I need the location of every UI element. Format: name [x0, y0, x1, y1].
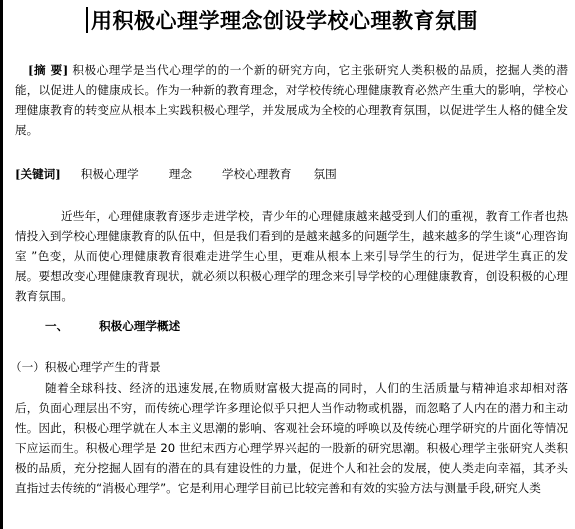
keyword-item: 学校心理教育: [221, 167, 292, 181]
document-title: 用积极心理学理念创设学校心理教育氛围: [91, 8, 478, 33]
abstract-text: 积极心理学是当代心理学的的一个新的研究方向，它主张研究人类积极的品质，挖掘人类的潜能，以促进人的健康成长。作为一种新的教育理念，对学校传统心理健康教育必然产生重大的影响，学校心理健康教育的转变应从根本上实践积极心理学，并发展成为全校的心理教育氛围，以促进学生人格的健全发展。: [15, 63, 568, 137]
abstract-tag: [摘 要]: [28, 63, 69, 77]
intro-text: 近些年，心理健康教育逐步走进学校，青少年的心理健康越来越受到人们的重视，教育工作者也热情投入到学校心理健康教育的队伍中，但是我们看到的是越来越多的问题学生，越来越多的学生谈“心理咨询室 ”色变，从而使心理健康教育很难走进学生心里，更难从根本上来引导学生的行为，促进学生真正的发展。要想改变心理健康教育现状，就必须以积极心理学的理念来引导学校的心理健康教育，创设积极的心理教育氛围。: [15, 209, 568, 303]
section-heading: [45, 318, 180, 334]
keyword-item: 积极心理学: [80, 167, 139, 181]
abstract-paragraph: [15, 60, 568, 140]
intro-paragraph: [15, 206, 568, 306]
page-left-border: [0, 0, 3, 529]
section-number: 一、: [45, 319, 69, 333]
subsection-heading: （一）积极心理学产生的背景: [10, 360, 161, 374]
text-cursor: [86, 7, 88, 33]
title-row: [86, 4, 478, 36]
section-title: 积极心理学概述: [99, 319, 181, 333]
keyword-item: 理念: [168, 167, 192, 181]
keyword-item: 氛围: [313, 167, 337, 181]
subsection-paragraph: [15, 378, 568, 498]
keywords-tag: [关键词]: [15, 167, 61, 181]
subsection-text: 随着全球科技、经济的迅速发展,在物质财富极大提高的同时，人们的生活质量与精神追求却相对落后，负面心理层出不穷，而传统心理学许多理论似乎只把人当作动物或机器，而忽略了人内在的潜力和主动性。因此，积极心理学就在人本主义思潮的影响、客观社会环境的呼唤以及传统心理学研究的片面化等情况下应运而生。积极心理学是 20 世纪末西方心理学界兴起的一股新的研究思潮。积极心理学主张研究人类积极的品质，充分挖掘人固有的潜在的具有建设性的力量，促进个人和社会的发展，使人类走向幸福，其矛头直指过去传统的“消极心理学”。它是利用心理学目前已比较完善和有效的实验方法与测量手段,研究人类: [15, 381, 568, 495]
keywords-line: [15, 164, 568, 184]
